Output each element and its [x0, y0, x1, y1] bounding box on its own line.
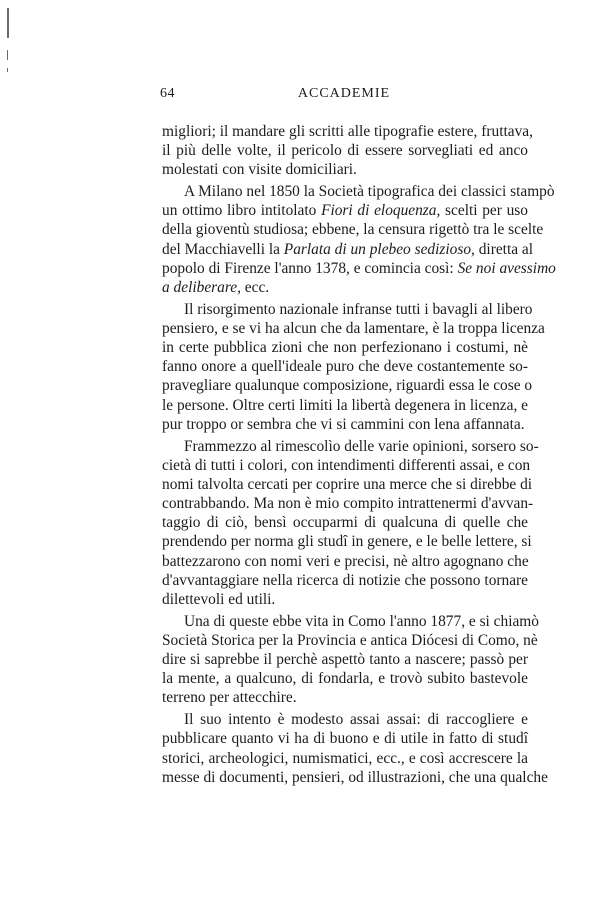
scan-edge-mark [7, 50, 8, 60]
text-line [162, 552, 528, 571]
text-line [162, 650, 528, 669]
line-text: messe di documenti, pensieri, od illustrazioni, che una qualche [162, 768, 548, 786]
italic-title: Fiori di eloquenza, [321, 202, 441, 220]
line-text: storici, archeologici, numismatici, ecc., e così accrescere la [162, 749, 528, 767]
line-text: molestati con visite domiciliari. [162, 161, 357, 179]
line-text: prendendo per norma gli studî in genere, e le belle lettere, si [162, 533, 532, 551]
text-line [162, 729, 528, 748]
line-text: pubblicare quanto vi ha di buono e di utile in fatto di studî [162, 730, 528, 748]
text-line [162, 122, 533, 141]
text-line [162, 182, 555, 201]
text-line [162, 396, 528, 415]
text-line [162, 749, 528, 768]
line-text: taggio di ciò, bensì occuparmi di qualcuna di quelle che [162, 514, 528, 532]
page-header [160, 86, 528, 106]
text-line [162, 669, 528, 688]
line-text: contrabbando. Ma non è mio compito intrattenermi d'avvan- [162, 495, 534, 513]
italic-title: Se noi avessimo [457, 259, 556, 277]
text-line [162, 688, 528, 707]
scan-edge-mark [7, 8, 9, 38]
text-line [162, 590, 528, 609]
text-line [162, 768, 548, 787]
text-line [162, 612, 539, 631]
line-text: scelti per uso [440, 202, 528, 220]
scan-edge-mark [7, 68, 8, 72]
text-line [162, 240, 534, 259]
line-text: un ottimo libro intitolato [162, 202, 322, 220]
page-number: 64 [160, 86, 175, 101]
paragraph [162, 437, 539, 610]
text-line [162, 494, 534, 513]
text-line [162, 201, 528, 220]
line-text: in certe pubblica zioni che non perfezionano i costumi, nè [162, 339, 528, 357]
line-text: Il suo intento è modesto assai assai: di raccogliere e [184, 711, 528, 729]
paragraph [162, 300, 545, 434]
line-text: pravegliare qualunque composizione, riguardi essa le cose o [162, 377, 533, 395]
line-text: popolo di Firenze l'anno 1378, e comincia così: [162, 259, 458, 277]
running-head: ACCADEMIE [297, 86, 391, 101]
line-text: ecc. [240, 279, 270, 296]
italic-title: a deliberare, [162, 279, 241, 296]
text-line [162, 437, 539, 456]
text-line [162, 415, 528, 434]
text-line [162, 357, 528, 376]
line-text: nomi talvolta cercati per coprire una merce che si direbbe di [162, 475, 533, 493]
text-line [162, 220, 544, 239]
line-text: dire si saprebbe il perchè aspettò tanto a nascere; passò per [162, 651, 528, 669]
text-line [162, 160, 528, 179]
paragraph [162, 182, 556, 297]
text-line [162, 475, 533, 494]
line-text: cietà di tutti i colori, con intendimenti differenti assai, e con [162, 456, 531, 474]
text-line [162, 278, 528, 297]
line-text: terreno per attecchire. [162, 689, 297, 707]
line-text: dilettevoli ed utili. [162, 591, 276, 608]
paragraph [162, 612, 539, 708]
line-text: Società Storica per la Provincia e antica Diócesi di Como, nè [162, 631, 538, 649]
text-line [162, 571, 528, 590]
line-text: fanno onore a quell'ideale puro che deve costantemente so- [162, 358, 528, 376]
line-text: il più delle volte, il pericolo di essere sorvegliati ed anco [162, 142, 528, 160]
line-text: d'avvantaggiare nella ricerca di notizie che possono tornare [162, 571, 528, 589]
text-line [162, 300, 533, 319]
text-line [162, 513, 528, 532]
paragraph [162, 710, 548, 787]
line-text: Frammezzo al rimescolìo delle varie opinioni, sorsero so- [184, 437, 539, 455]
line-text: la mente, a qualcuno, di fondarla, e trovò subito bastevole [162, 670, 528, 688]
line-text: diretta al [474, 240, 534, 258]
paragraph [162, 122, 533, 180]
line-text: pur troppo or sembra che vi si cammini con lena affannata. [162, 415, 525, 433]
text-line [162, 319, 545, 338]
text-line [162, 631, 538, 650]
text-line [162, 532, 532, 551]
text-line [162, 141, 528, 160]
body-text [162, 122, 556, 789]
line-text: del Macchiavelli la [162, 240, 284, 258]
line-text: le persone. Oltre certi limiti la libertà degenera in licenza, e [162, 396, 528, 414]
italic-title: Parlata di un plebeo sedizioso, [283, 240, 475, 258]
text-line [162, 376, 533, 395]
line-text: Il risorgimento nazionale infranse tutti i bavagli al libero [184, 300, 533, 318]
text-line [162, 338, 528, 357]
text-line [162, 456, 531, 475]
text-line [162, 259, 556, 278]
text-line [162, 710, 528, 729]
line-text: pensiero, e se vi ha alcun che da lamentare, è la troppa licenza [162, 319, 545, 337]
line-text: battezzarono con nomi veri e precisi, nè altro agognano che [162, 552, 529, 570]
line-text: della gioventù studiosa; ebbene, la censura rigettò tra le scelte [162, 221, 544, 239]
line-text: migliori; il mandare gli scritti alle tipografie estere, fruttava, [162, 123, 533, 140]
line-text: Una di queste ebbe vita in Como l'anno 1877, e si chiamò [184, 612, 539, 630]
line-text: A Milano nel 1850 la Società tipografica dei classici stampò [184, 183, 555, 201]
